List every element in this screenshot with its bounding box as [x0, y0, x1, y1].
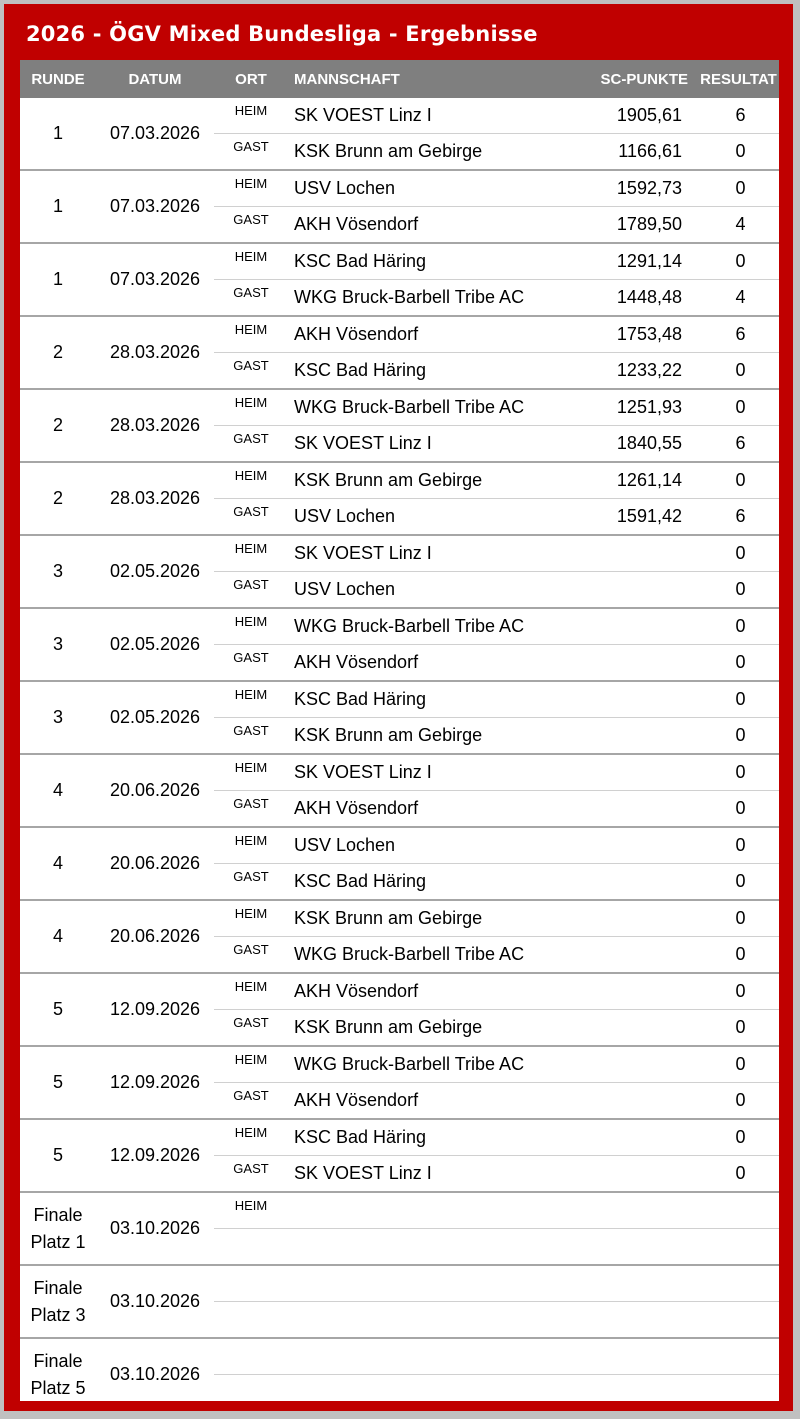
sc-punkte-cell [592, 1192, 698, 1229]
team-cell [288, 1229, 592, 1266]
resultat-cell: 0 [698, 864, 779, 901]
sc-punkte-cell [592, 645, 698, 682]
team-cell: KSC Bad Häring [288, 243, 592, 280]
runde-label: Finale Platz 3 [30, 1277, 86, 1325]
header-ort: ORT [214, 60, 288, 98]
ort-cell: HEIM [214, 462, 288, 499]
team-cell: AKH Vösendorf [288, 791, 592, 828]
ort-cell [214, 1229, 288, 1266]
results-sheet [20, 60, 779, 1401]
resultat-cell: 6 [698, 98, 779, 134]
team-cell: KSK Brunn am Gebirge [288, 900, 592, 937]
ort-cell [214, 1265, 288, 1302]
ort-cell: GAST [214, 134, 288, 171]
team-cell: WKG Bruck-Barbell Tribe AC [288, 389, 592, 426]
match-home-row [20, 389, 779, 426]
runde-cell: 4 [20, 754, 96, 827]
runde-cell: 1 [20, 170, 96, 243]
datum-cell: 28.03.2026 [96, 316, 214, 389]
resultat-cell: 0 [698, 170, 779, 207]
runde-cell: 2 [20, 389, 96, 462]
sc-punkte-cell [592, 973, 698, 1010]
runde-cell: 5 [20, 973, 96, 1046]
sc-punkte-cell [592, 1302, 698, 1339]
resultat-cell: 0 [698, 1119, 779, 1156]
team-cell: SK VOEST Linz I [288, 426, 592, 463]
resultat-cell: 0 [698, 900, 779, 937]
match-home-row [20, 243, 779, 280]
resultat-cell: 0 [698, 937, 779, 974]
sc-punkte-cell: 1591,42 [592, 499, 698, 536]
resultat-cell: 0 [698, 389, 779, 426]
ort-cell: HEIM [214, 1046, 288, 1083]
datum-cell: 12.09.2026 [96, 1119, 214, 1192]
sc-punkte-cell [592, 791, 698, 828]
resultat-cell: 0 [698, 718, 779, 755]
match-home-row [20, 1338, 779, 1375]
runde-cell: 3 [20, 608, 96, 681]
resultat-cell: 0 [698, 572, 779, 609]
ort-cell: GAST [214, 864, 288, 901]
datum-cell: 03.10.2026 [96, 1265, 214, 1338]
ort-cell: GAST [214, 645, 288, 682]
team-cell [288, 1338, 592, 1375]
team-cell: KSC Bad Häring [288, 353, 592, 390]
team-cell: AKH Vösendorf [288, 316, 592, 353]
datum-cell: 03.10.2026 [96, 1192, 214, 1265]
resultat-cell: 0 [698, 645, 779, 682]
ort-cell: HEIM [214, 754, 288, 791]
ort-cell: HEIM [214, 1192, 288, 1229]
sc-punkte-cell [592, 1375, 698, 1402]
runde-cell: 1 [20, 98, 96, 170]
datum-cell: 28.03.2026 [96, 389, 214, 462]
match-home-row [20, 98, 779, 134]
datum-cell: 02.05.2026 [96, 535, 214, 608]
ort-cell: GAST [214, 207, 288, 244]
runde-cell: 3 [20, 535, 96, 608]
ort-cell: GAST [214, 1010, 288, 1047]
datum-cell: 03.10.2026 [96, 1338, 214, 1401]
team-cell: KSK Brunn am Gebirge [288, 462, 592, 499]
ort-cell: GAST [214, 426, 288, 463]
sc-punkte-cell [592, 681, 698, 718]
runde-cell: 5 [20, 1119, 96, 1192]
team-cell [288, 1192, 592, 1229]
resultat-cell [698, 1338, 779, 1375]
ort-cell [214, 1302, 288, 1339]
sc-punkte-cell: 1789,50 [592, 207, 698, 244]
team-cell [288, 1375, 592, 1402]
runde-cell: 4 [20, 900, 96, 973]
team-cell [288, 1265, 592, 1302]
runde-label: Finale Platz 1 [30, 1204, 86, 1252]
ort-cell: HEIM [214, 535, 288, 572]
sc-punkte-cell [592, 1229, 698, 1266]
match-home-row [20, 1192, 779, 1229]
sc-punkte-cell [592, 1265, 698, 1302]
team-cell: KSK Brunn am Gebirge [288, 1010, 592, 1047]
ort-cell: GAST [214, 353, 288, 390]
ort-cell: HEIM [214, 1119, 288, 1156]
resultat-cell [698, 1265, 779, 1302]
runde-cell: 2 [20, 316, 96, 389]
team-cell: USV Lochen [288, 827, 592, 864]
sc-punkte-cell: 1233,22 [592, 353, 698, 390]
sc-punkte-cell [592, 718, 698, 755]
sc-punkte-cell: 1753,48 [592, 316, 698, 353]
team-cell [288, 1302, 592, 1339]
ort-cell: GAST [214, 718, 288, 755]
sc-punkte-cell [592, 1119, 698, 1156]
datum-cell: 02.05.2026 [96, 608, 214, 681]
sc-punkte-cell [592, 535, 698, 572]
resultat-cell: 4 [698, 207, 779, 244]
match-home-row [20, 754, 779, 791]
runde-label: Finale Platz 5 [30, 1350, 86, 1398]
sc-punkte-cell: 1291,14 [592, 243, 698, 280]
resultat-cell: 0 [698, 1010, 779, 1047]
team-cell: AKH Vösendorf [288, 1083, 592, 1120]
runde-cell: 4 [20, 827, 96, 900]
sc-punkte-cell [592, 1046, 698, 1083]
team-cell: WKG Bruck-Barbell Tribe AC [288, 937, 592, 974]
sc-punkte-cell: 1251,93 [592, 389, 698, 426]
ort-cell: HEIM [214, 170, 288, 207]
resultat-cell: 6 [698, 316, 779, 353]
results-table [20, 60, 779, 1401]
resultat-cell: 0 [698, 535, 779, 572]
resultat-cell: 6 [698, 499, 779, 536]
results-body [20, 98, 779, 1401]
table-header-row [20, 60, 779, 98]
ort-cell [214, 1338, 288, 1375]
ort-cell: GAST [214, 1156, 288, 1193]
ort-cell: GAST [214, 572, 288, 609]
team-cell: USV Lochen [288, 572, 592, 609]
resultat-cell: 0 [698, 353, 779, 390]
ort-cell: HEIM [214, 243, 288, 280]
match-home-row [20, 900, 779, 937]
ort-cell: GAST [214, 280, 288, 317]
team-cell: USV Lochen [288, 170, 592, 207]
match-home-row [20, 608, 779, 645]
ort-cell: GAST [214, 937, 288, 974]
ort-cell: HEIM [214, 973, 288, 1010]
sc-punkte-cell: 1840,55 [592, 426, 698, 463]
team-cell: KSC Bad Häring [288, 1119, 592, 1156]
datum-cell: 07.03.2026 [96, 98, 214, 170]
resultat-cell: 0 [698, 1083, 779, 1120]
ort-cell: HEIM [214, 681, 288, 718]
runde-cell [20, 1338, 96, 1401]
match-home-row [20, 462, 779, 499]
ort-cell: HEIM [214, 316, 288, 353]
resultat-cell: 0 [698, 1046, 779, 1083]
resultat-cell: 0 [698, 462, 779, 499]
team-cell: SK VOEST Linz I [288, 98, 592, 134]
resultat-cell: 0 [698, 134, 779, 171]
datum-cell: 20.06.2026 [96, 754, 214, 827]
match-home-row [20, 973, 779, 1010]
datum-cell: 07.03.2026 [96, 243, 214, 316]
header-runde: RUNDE [20, 60, 96, 98]
runde-cell [20, 1265, 96, 1338]
ort-cell: HEIM [214, 389, 288, 426]
team-cell: KSC Bad Häring [288, 681, 592, 718]
ort-cell [214, 1375, 288, 1402]
sc-punkte-cell [592, 900, 698, 937]
datum-cell: 20.06.2026 [96, 827, 214, 900]
match-home-row [20, 827, 779, 864]
datum-cell: 07.03.2026 [96, 170, 214, 243]
team-cell: SK VOEST Linz I [288, 754, 592, 791]
ort-cell: HEIM [214, 608, 288, 645]
sc-punkte-cell: 1592,73 [592, 170, 698, 207]
page-title: 2026 - ÖGV Mixed Bundesliga - Ergebnisse [26, 22, 538, 46]
resultat-cell: 0 [698, 608, 779, 645]
sc-punkte-cell [592, 937, 698, 974]
runde-cell: 2 [20, 462, 96, 535]
resultat-cell: 0 [698, 754, 779, 791]
sc-punkte-cell [592, 572, 698, 609]
sc-punkte-cell [592, 827, 698, 864]
sc-punkte-cell [592, 1083, 698, 1120]
team-cell: WKG Bruck-Barbell Tribe AC [288, 1046, 592, 1083]
team-cell: AKH Vösendorf [288, 645, 592, 682]
resultat-cell: 0 [698, 1156, 779, 1193]
datum-cell: 12.09.2026 [96, 1046, 214, 1119]
resultat-cell: 0 [698, 681, 779, 718]
ort-cell: GAST [214, 1083, 288, 1120]
team-cell: KSC Bad Häring [288, 864, 592, 901]
team-cell: AKH Vösendorf [288, 207, 592, 244]
ort-cell: HEIM [214, 98, 288, 134]
team-cell: WKG Bruck-Barbell Tribe AC [288, 280, 592, 317]
runde-cell: 1 [20, 243, 96, 316]
sc-punkte-cell [592, 1010, 698, 1047]
resultat-cell [698, 1192, 779, 1229]
resultat-cell [698, 1375, 779, 1402]
runde-cell [20, 1192, 96, 1265]
ort-cell: HEIM [214, 827, 288, 864]
datum-cell: 12.09.2026 [96, 973, 214, 1046]
resultat-cell [698, 1229, 779, 1266]
sc-punkte-cell: 1448,48 [592, 280, 698, 317]
ort-cell: GAST [214, 499, 288, 536]
sc-punkte-cell [592, 608, 698, 645]
sc-punkte-cell [592, 1156, 698, 1193]
team-cell: SK VOEST Linz I [288, 535, 592, 572]
resultat-cell: 0 [698, 791, 779, 828]
sc-punkte-cell: 1166,61 [592, 134, 698, 171]
header-sc-punkte: SC-PUNKTE [592, 60, 698, 98]
resultat-cell: 6 [698, 426, 779, 463]
sc-punkte-cell: 1905,61 [592, 98, 698, 134]
sc-punkte-cell [592, 754, 698, 791]
resultat-cell [698, 1302, 779, 1339]
team-cell: SK VOEST Linz I [288, 1156, 592, 1193]
match-home-row [20, 681, 779, 718]
header-mannschaft: MANNSCHAFT [288, 60, 592, 98]
datum-cell: 02.05.2026 [96, 681, 214, 754]
match-home-row [20, 1119, 779, 1156]
resultat-cell: 4 [698, 280, 779, 317]
runde-cell: 5 [20, 1046, 96, 1119]
match-home-row [20, 1046, 779, 1083]
sc-punkte-cell: 1261,14 [592, 462, 698, 499]
team-cell: AKH Vösendorf [288, 973, 592, 1010]
match-home-row [20, 535, 779, 572]
datum-cell: 28.03.2026 [96, 462, 214, 535]
team-cell: USV Lochen [288, 499, 592, 536]
team-cell: WKG Bruck-Barbell Tribe AC [288, 608, 592, 645]
results-frame [4, 4, 793, 1411]
resultat-cell: 0 [698, 973, 779, 1010]
team-cell: KSK Brunn am Gebirge [288, 718, 592, 755]
header-resultat: RESULTAT [698, 60, 779, 98]
datum-cell: 20.06.2026 [96, 900, 214, 973]
ort-cell: GAST [214, 791, 288, 828]
team-cell: KSK Brunn am Gebirge [288, 134, 592, 171]
sc-punkte-cell [592, 1338, 698, 1375]
sc-punkte-cell [592, 864, 698, 901]
resultat-cell: 0 [698, 243, 779, 280]
resultat-cell: 0 [698, 827, 779, 864]
match-home-row [20, 170, 779, 207]
match-home-row [20, 1265, 779, 1302]
runde-cell: 3 [20, 681, 96, 754]
header-datum: DATUM [96, 60, 214, 98]
match-home-row [20, 316, 779, 353]
ort-cell: HEIM [214, 900, 288, 937]
